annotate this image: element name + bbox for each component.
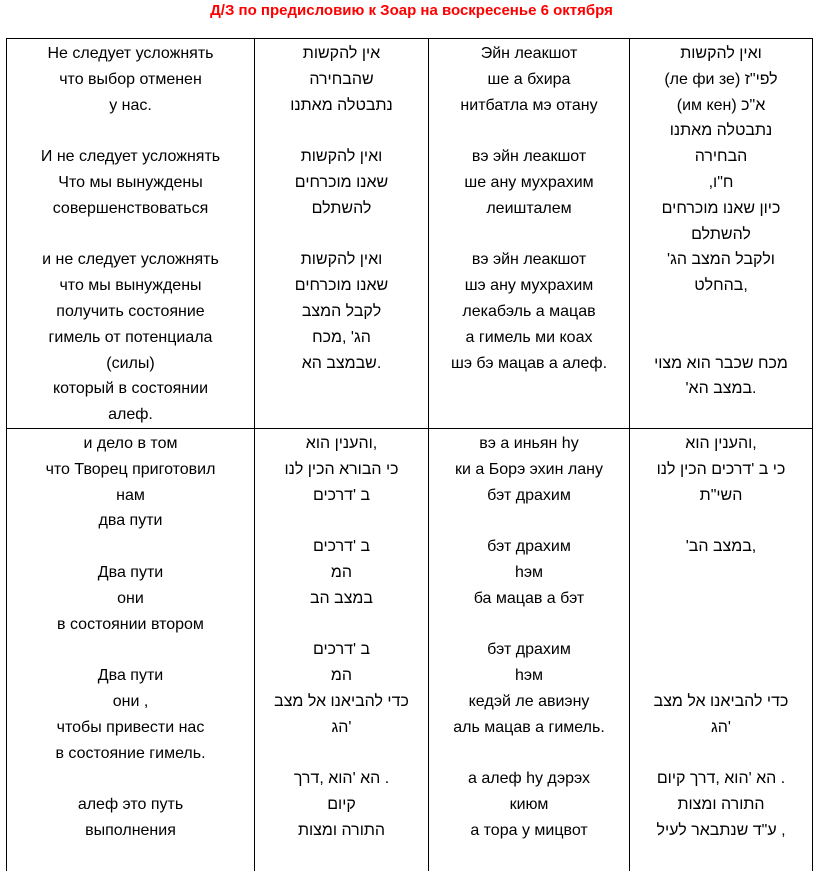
text-line: ,והענין הוא xyxy=(685,434,757,452)
text-line xyxy=(432,222,626,248)
text-line xyxy=(10,534,251,560)
text-line: (силы) xyxy=(106,354,155,372)
text-line: леишталем xyxy=(486,199,572,217)
text-line: במצב הב xyxy=(309,589,373,607)
hebrew-short-cell xyxy=(255,428,429,871)
text-line: алеф. xyxy=(108,406,153,424)
text-line xyxy=(633,560,809,586)
text-line: .שבמצב הא xyxy=(301,354,382,372)
text-line xyxy=(633,741,809,767)
text-line: Что мы вынуждены xyxy=(58,173,203,191)
text-line xyxy=(633,612,809,638)
text-line xyxy=(10,118,251,144)
text-line: бэт драхим xyxy=(487,641,571,659)
text-line: ואין להקשות xyxy=(680,45,762,62)
text-line: бэт драхим xyxy=(487,538,571,556)
text-line: совершенствоваться xyxy=(52,199,209,217)
text-line: .במצב הא' xyxy=(685,380,757,398)
text-line: א"כ (им кен) xyxy=(676,96,766,114)
text-line: а алеф һу дэрэх xyxy=(468,770,590,788)
text-line: что мы вынуждены xyxy=(59,277,202,295)
text-line: Два пути xyxy=(97,667,164,685)
text-line: шэ ану мухрахим xyxy=(464,277,594,295)
text-line: כדי להביאנו אל מצב xyxy=(274,692,409,710)
text-line: כי הבורא הכין לנו xyxy=(284,460,399,478)
text-line: Два пути xyxy=(97,563,164,581)
text-line: что выбор отменен xyxy=(59,70,202,88)
text-line: вэ эйн леакшот xyxy=(471,148,587,166)
text-line: в состоянии втором xyxy=(57,615,204,633)
text-line: להשתלם xyxy=(691,225,751,243)
text-line: . הא 'הוא ,דרך קיום xyxy=(656,770,786,788)
text-line: ,בהחלט xyxy=(694,277,748,295)
text-line xyxy=(258,741,425,767)
hebrew-short-cell xyxy=(255,39,429,429)
text-line: הבחירה xyxy=(694,148,748,166)
text-line: קיום xyxy=(327,796,356,814)
text-line: 'הג xyxy=(711,718,731,736)
text-line: бэт драхим xyxy=(487,486,571,504)
text-line: שאנו מוכרחים xyxy=(294,173,389,191)
text-line xyxy=(258,222,425,248)
hebrew-original-cell xyxy=(630,428,813,871)
text-line xyxy=(633,663,809,689)
text-line: ב 'דרכים xyxy=(312,538,371,556)
text-line xyxy=(633,325,809,351)
hebrew-original-cell xyxy=(630,39,813,429)
text-line: нитбатла мэ отану xyxy=(460,96,598,114)
text-line: השי"ת xyxy=(699,486,743,504)
text-line: вэ а иньян һу xyxy=(479,434,579,452)
text-line: שהבחירה xyxy=(309,70,374,88)
text-line xyxy=(432,508,626,534)
text-line xyxy=(633,508,809,534)
text-line: ше ану мухрахим xyxy=(464,173,594,191)
text-line xyxy=(10,222,251,248)
text-line: что Творец приготовил xyxy=(45,460,216,478)
russian-translation-cell xyxy=(7,39,255,429)
text-line: гимель от потенциала xyxy=(48,328,213,346)
text-line: вэ эйн леакшот xyxy=(471,251,587,269)
table-row xyxy=(7,39,813,429)
text-line: ше а бхира xyxy=(487,70,571,88)
text-line: киюм xyxy=(509,796,549,814)
text-line: нам xyxy=(116,486,145,504)
text-line xyxy=(10,637,251,663)
text-line: ки а Борэ эхин лану xyxy=(455,460,603,478)
text-line: ולקבל המצב הג' xyxy=(667,251,775,269)
text-line: лекабэль а мацав xyxy=(462,302,596,320)
text-line: ב 'דרכים xyxy=(312,486,371,504)
text-line: чтобы привести нас xyxy=(56,718,205,736)
transliteration-cell xyxy=(429,428,630,871)
text-line: Эйн леакшот xyxy=(480,45,578,62)
text-line xyxy=(10,766,251,792)
text-line: аль мацав а гимель. xyxy=(453,718,605,736)
text-line xyxy=(432,118,626,144)
table-row xyxy=(7,428,813,871)
text-line: כי ב 'דרכים הכין לנו xyxy=(656,460,786,478)
text-line: ба мацав а бэт xyxy=(473,589,585,607)
text-line xyxy=(633,299,809,325)
text-line: כיון שאנו מוכרחים xyxy=(661,199,781,217)
page-title: Д/З по предисловию к Зоар на воскресенье 6 октября xyxy=(210,2,613,19)
text-line: а гимель ми коах xyxy=(465,328,593,346)
text-line: להשתלם xyxy=(311,199,372,217)
text-line xyxy=(633,637,809,663)
text-line: ,במצב הב' xyxy=(685,538,757,556)
text-line: алеф это путь xyxy=(77,796,184,814)
text-line: ,והענין הוא xyxy=(305,434,378,452)
text-line: выполнения xyxy=(85,821,176,839)
text-line: נתבטלה מאתנו xyxy=(669,122,773,140)
text-line xyxy=(258,508,425,534)
text-line: המ xyxy=(330,563,353,581)
text-line: נתבטלה מאתנו xyxy=(290,96,393,114)
russian-translation-cell xyxy=(7,428,255,871)
text-line: התורה ומצות xyxy=(677,796,765,814)
text-line: , ע"ד שנתבאר לעיל xyxy=(656,821,786,839)
text-line xyxy=(633,586,809,612)
text-line: һэм xyxy=(514,563,544,581)
text-line: шэ бэ мацав а алеф. xyxy=(450,354,608,372)
text-line: מכח שכבר הוא מצוי xyxy=(654,354,788,372)
text-line: который в состоянии xyxy=(53,380,208,398)
text-line: . הא 'הוא ,דרך xyxy=(293,770,390,788)
text-line xyxy=(258,612,425,638)
text-line xyxy=(432,741,626,767)
text-line: ח"ו, xyxy=(708,173,734,191)
text-line: ואין להקשות xyxy=(300,148,383,166)
text-line: у нас. xyxy=(109,96,152,114)
text-line: 'הג xyxy=(331,718,352,736)
text-line: два пути xyxy=(98,512,163,530)
text-line: Не следует усложнять xyxy=(47,45,214,62)
text-line: и дело в том xyxy=(83,434,178,452)
text-line: они , xyxy=(112,692,149,710)
text-line: а тора у мицвот xyxy=(470,821,588,839)
text-line: И не следует усложнять xyxy=(40,148,221,166)
text-line: הג' ,מכח xyxy=(312,328,371,346)
text-line: получить состояние xyxy=(56,302,205,320)
text-line: һэм xyxy=(514,667,544,685)
text-line: ב 'דרכים xyxy=(312,641,371,659)
text-line: לקבל המצב xyxy=(301,302,382,320)
text-line: и не следует усложнять xyxy=(42,251,219,269)
text-line: ואין להקשות xyxy=(300,251,383,269)
text-line: המ xyxy=(330,667,353,685)
translation-table xyxy=(6,38,813,871)
transliteration-cell xyxy=(429,39,630,429)
text-line xyxy=(432,612,626,638)
text-line: кедэй ле авиэну xyxy=(468,692,590,710)
text-line: в состояние гимель. xyxy=(55,744,206,762)
text-line xyxy=(258,118,425,144)
text-line: они xyxy=(117,589,144,607)
text-line: אין להקשות xyxy=(302,45,381,62)
text-line: התורה ומצות xyxy=(297,821,386,839)
text-line: לפי"ז (ле фи зе) xyxy=(664,70,778,88)
text-line: כדי להביאנו אל מצב xyxy=(653,692,789,710)
text-line: שאנו מוכרחים xyxy=(294,277,389,295)
